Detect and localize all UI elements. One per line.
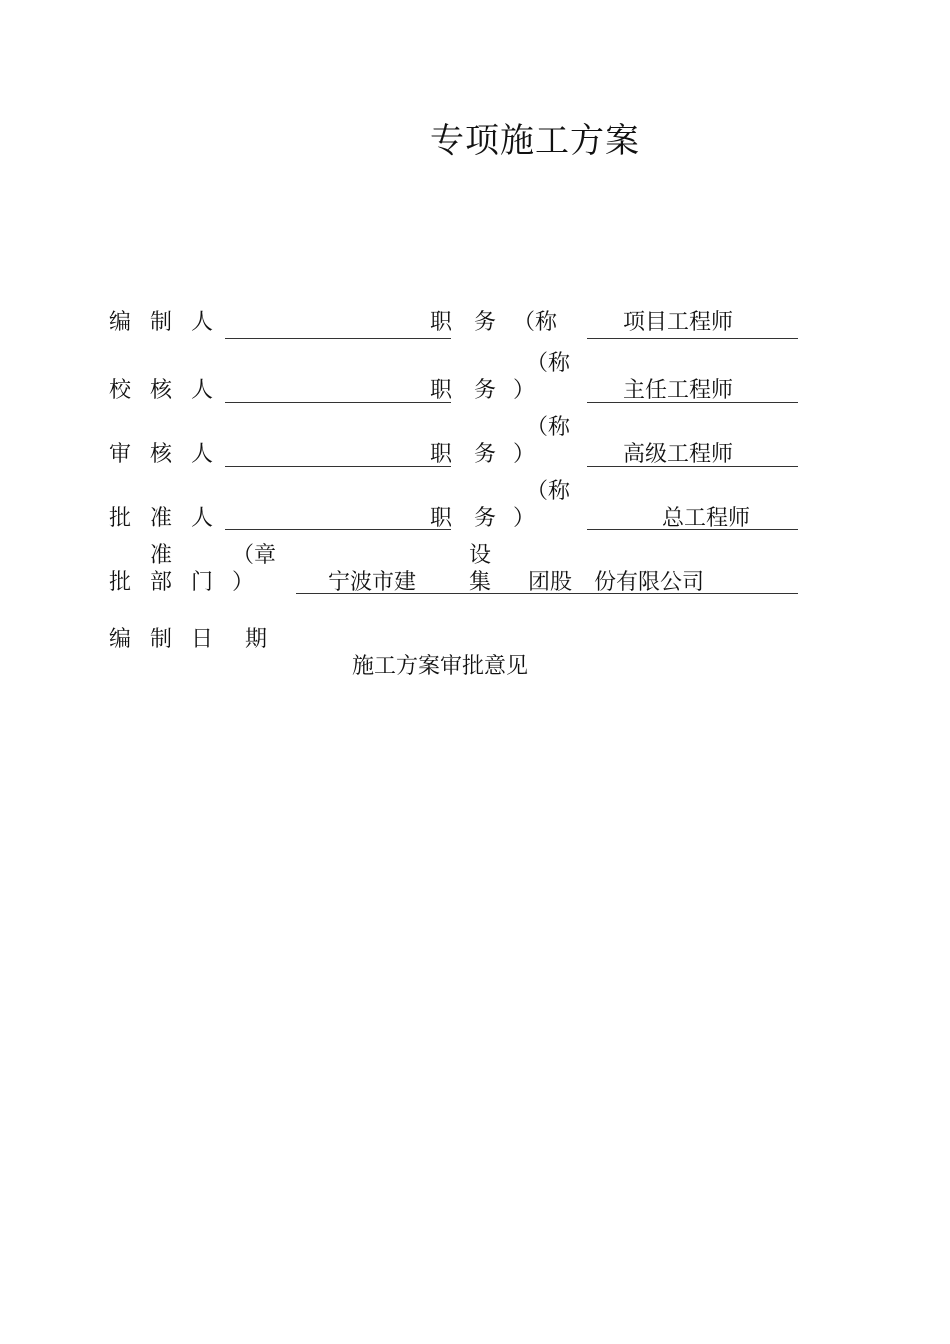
row-label-char: 人	[191, 378, 214, 403]
department-signature-line	[296, 593, 798, 594]
title-paren: ）	[513, 442, 536, 467]
row-label-char: 制	[150, 310, 173, 335]
approval-opinion-heading: 施工方案审批意见	[352, 654, 529, 679]
dept-label-top-char: （章	[232, 543, 277, 568]
name-signature-line	[225, 529, 451, 530]
duty-label-char: 职	[430, 506, 453, 531]
row-label-char: 准	[150, 506, 173, 531]
title-paren-top: （称	[526, 479, 571, 504]
row-label-char: 校	[109, 378, 132, 403]
dept-label-char: 门	[191, 570, 214, 595]
row-label-char: 人	[191, 442, 214, 467]
row-label-char: 核	[150, 442, 173, 467]
company-name-part: 集	[469, 570, 492, 595]
dept-label-top-char: 准	[150, 543, 173, 568]
row-label-char: 人	[191, 310, 214, 335]
row-label-char: 编	[109, 310, 132, 335]
dept-label-char: 部	[150, 570, 173, 595]
date-label-char: 编	[109, 627, 132, 652]
name-signature-line	[225, 402, 451, 403]
duty-label-char: 职	[430, 310, 453, 335]
name-signature-line	[225, 338, 451, 339]
professional-title-value: 总工程师	[662, 506, 751, 531]
dept-label-char: ）	[232, 570, 255, 595]
duty-label-char: 务	[474, 310, 497, 335]
duty-label-char: 职	[430, 378, 453, 403]
professional-title-value: 主任工程师	[623, 378, 734, 403]
company-name-part: 团股	[528, 570, 573, 595]
title-paren: ）	[513, 378, 536, 403]
duty-label-char: 务	[474, 506, 497, 531]
duty-label-char: 职	[430, 442, 453, 467]
title-paren-top: （称	[526, 415, 571, 440]
title-signature-line	[587, 529, 798, 530]
date-label-char: 期	[245, 627, 268, 652]
date-label-char: 日	[191, 627, 214, 652]
professional-title-value: 项目工程师	[623, 310, 734, 335]
company-name-part: 份有限公司	[594, 570, 705, 595]
title-signature-line	[587, 338, 798, 339]
row-label-char: 人	[191, 506, 214, 531]
document-title: 专项施工方案	[430, 121, 640, 161]
title-signature-line	[587, 466, 798, 467]
title-paren: （称	[513, 310, 558, 335]
row-label-char: 批	[109, 506, 132, 531]
dept-label-char: 批	[109, 570, 132, 595]
duty-label-char: 务	[474, 442, 497, 467]
name-signature-line	[225, 466, 451, 467]
title-paren-top: （称	[526, 351, 571, 376]
title-signature-line	[587, 402, 798, 403]
title-paren: ）	[513, 506, 536, 531]
row-label-char: 核	[150, 378, 173, 403]
row-label-char: 审	[109, 442, 132, 467]
company-name-part: 设	[469, 543, 492, 568]
company-name-part: 宁波市建	[328, 570, 417, 595]
professional-title-value: 高级工程师	[623, 442, 734, 467]
duty-label-char: 务	[474, 378, 497, 403]
date-label-char: 制	[150, 627, 173, 652]
